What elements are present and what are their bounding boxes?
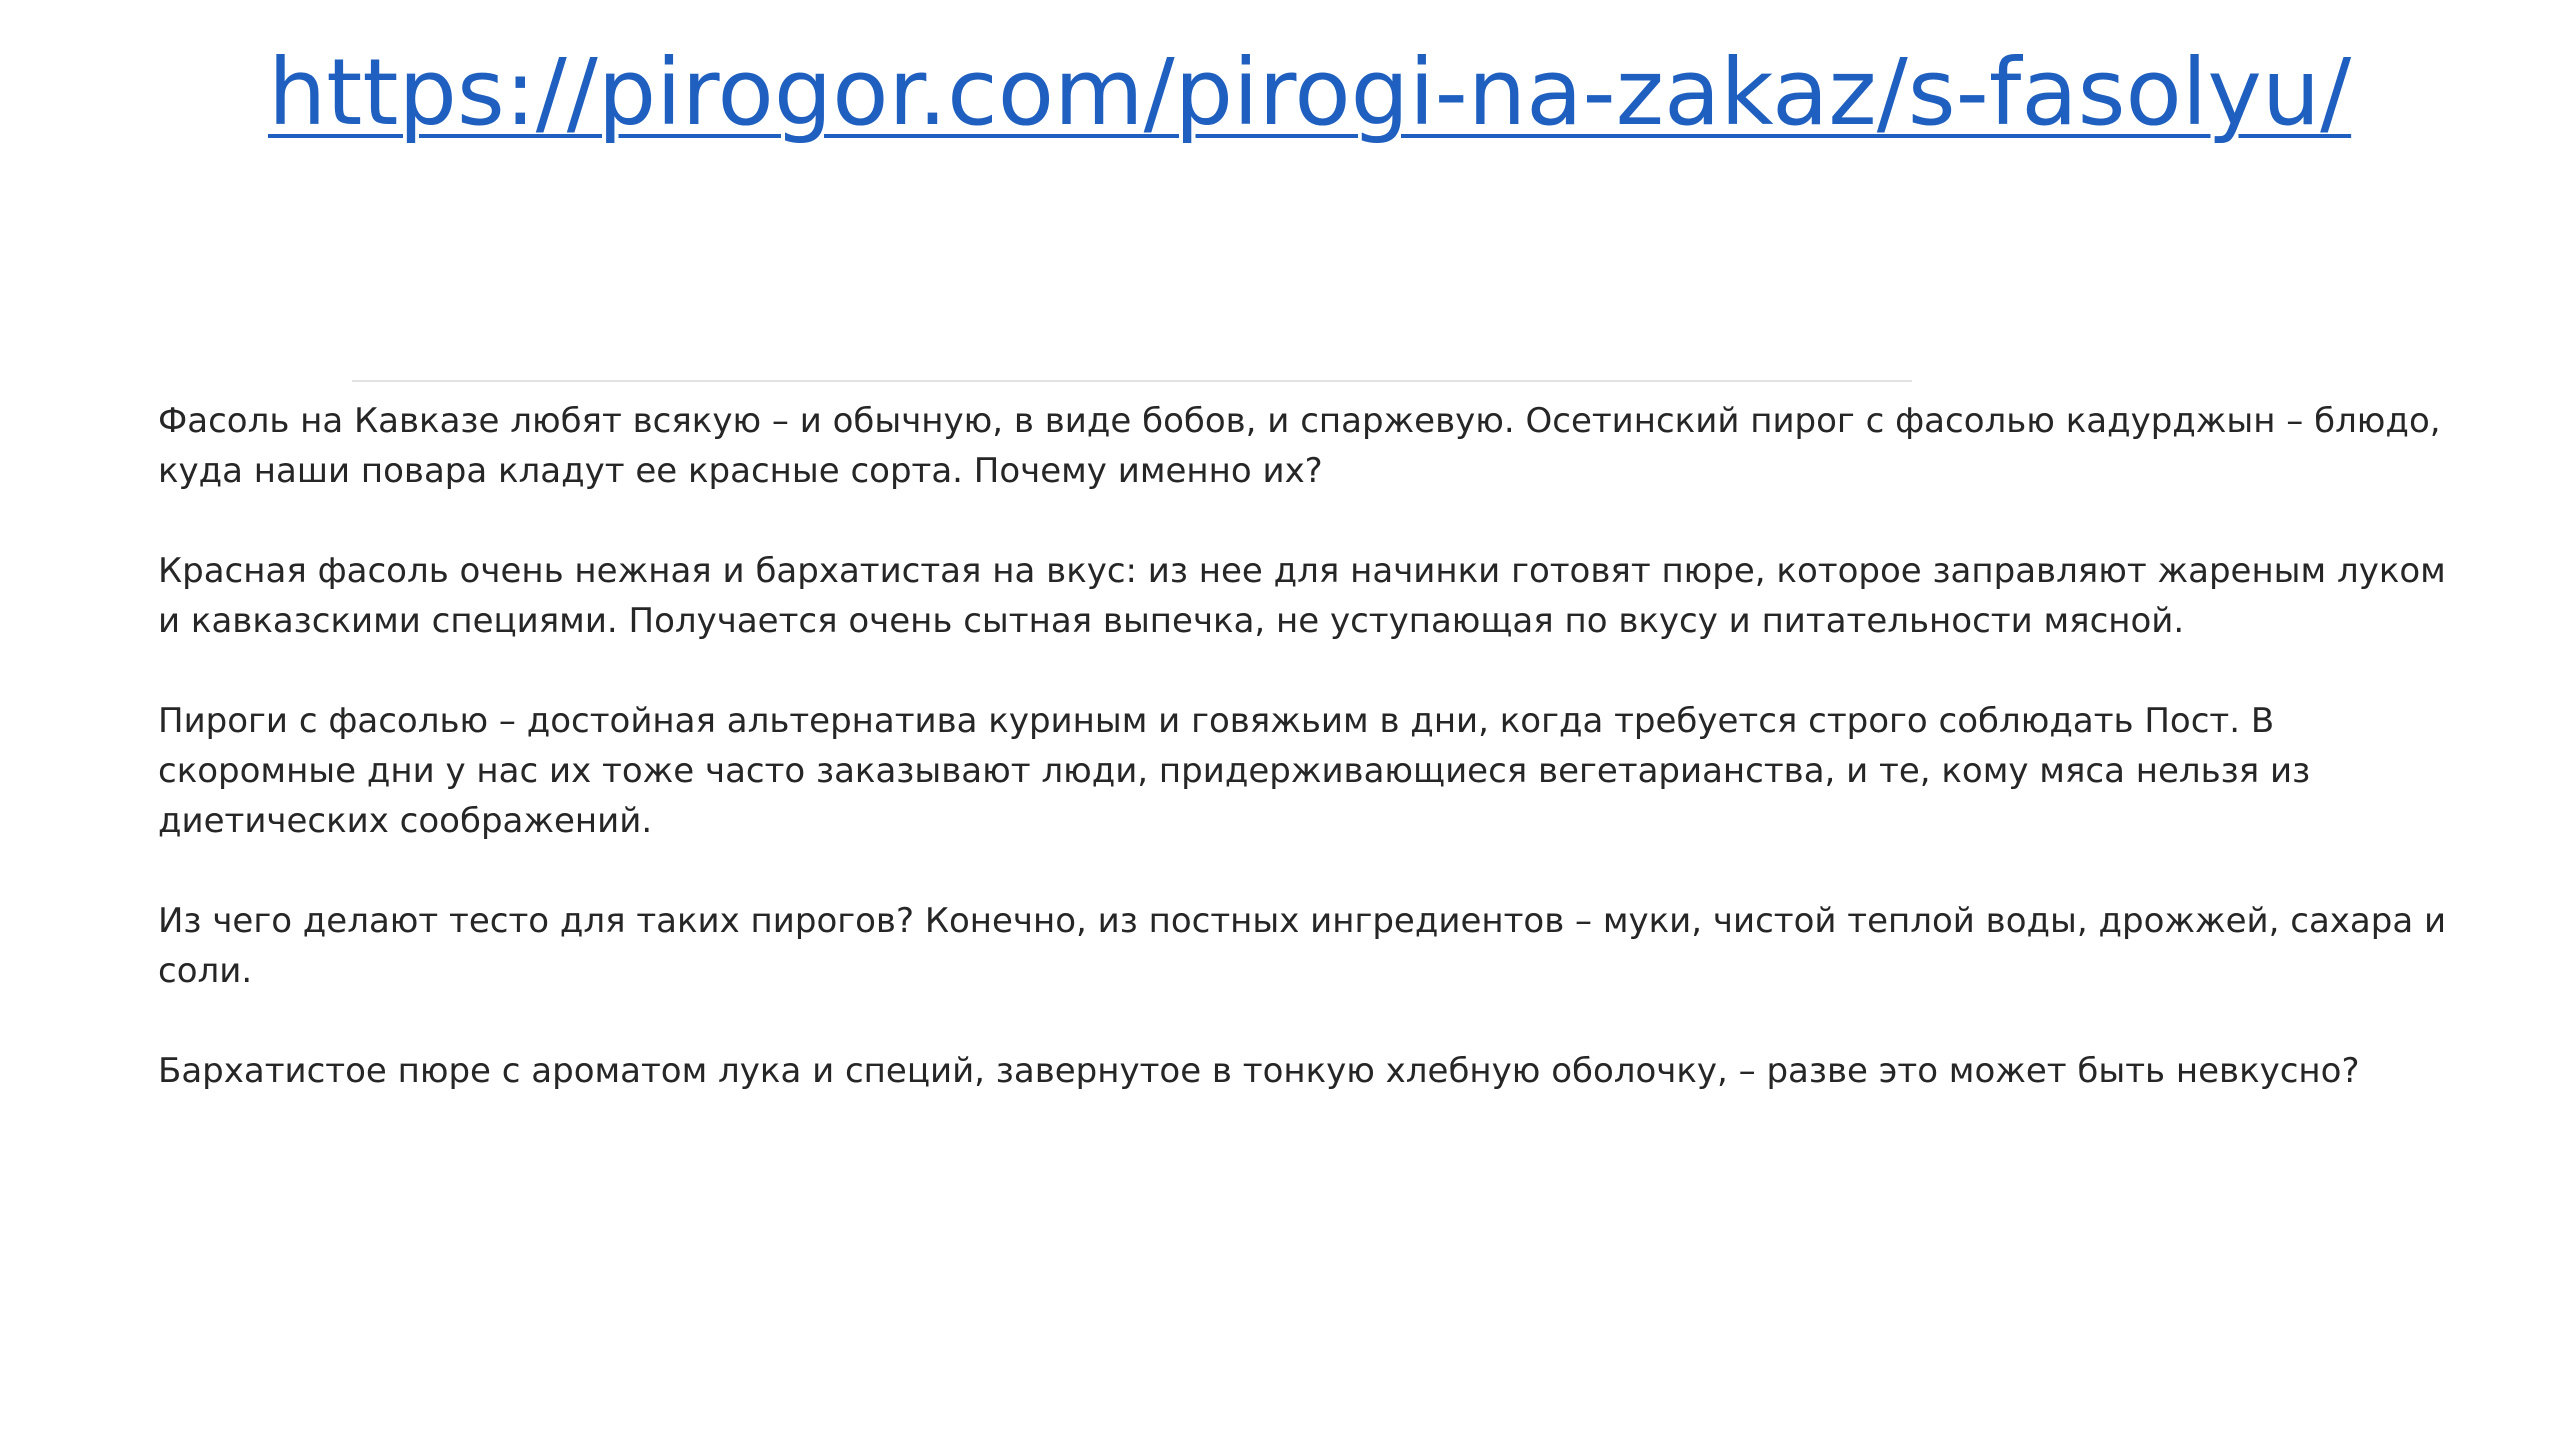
paragraph-1: Фасоль на Кавказе любят всякую – и обычную, в виде бобов, и спаржевую. Осетинский пирог с фасолью кадурджын – блюдо, куда наши повара кладут ее красные сорта. Почему именно их? [158, 401, 2441, 491]
url-link[interactable]: https://pirogor.com/pirogi-na-zakaz/s-fasolyu/ [268, 39, 2352, 146]
paragraph-3: Пироги с фасолью – достойная альтернатива куриным и говяжьим в дни, когда требуется строго соблюдать Пост. В скоромные дни у нас их тоже часто заказывают люди, придерживающиеся вегетарианства, и те, кому мяса нельзя из диетических соображений. [158, 701, 2311, 841]
paragraph-2: Красная фасоль очень нежная и бархатистая на вкус: из нее для начинки готовят пюре, которое заправляют жареным луком и кавказскими специями. Получается очень сытная выпечка, не уступающая по вкусу и питательности мясной. [158, 551, 2446, 641]
divider [352, 380, 1912, 382]
article-body [158, 396, 2478, 1146]
paragraph-4: Из чего делают тесто для таких пирогов? Конечно, из постных ингредиентов – муки, чистой теплой воды, дрожжей, сахара и соли. [158, 901, 2447, 991]
paragraph-5: Бархатистое пюре с ароматом лука и специй, завернутое в тонкую хлебную оболочку, – разве это может быть невкусно? [158, 1051, 2360, 1091]
